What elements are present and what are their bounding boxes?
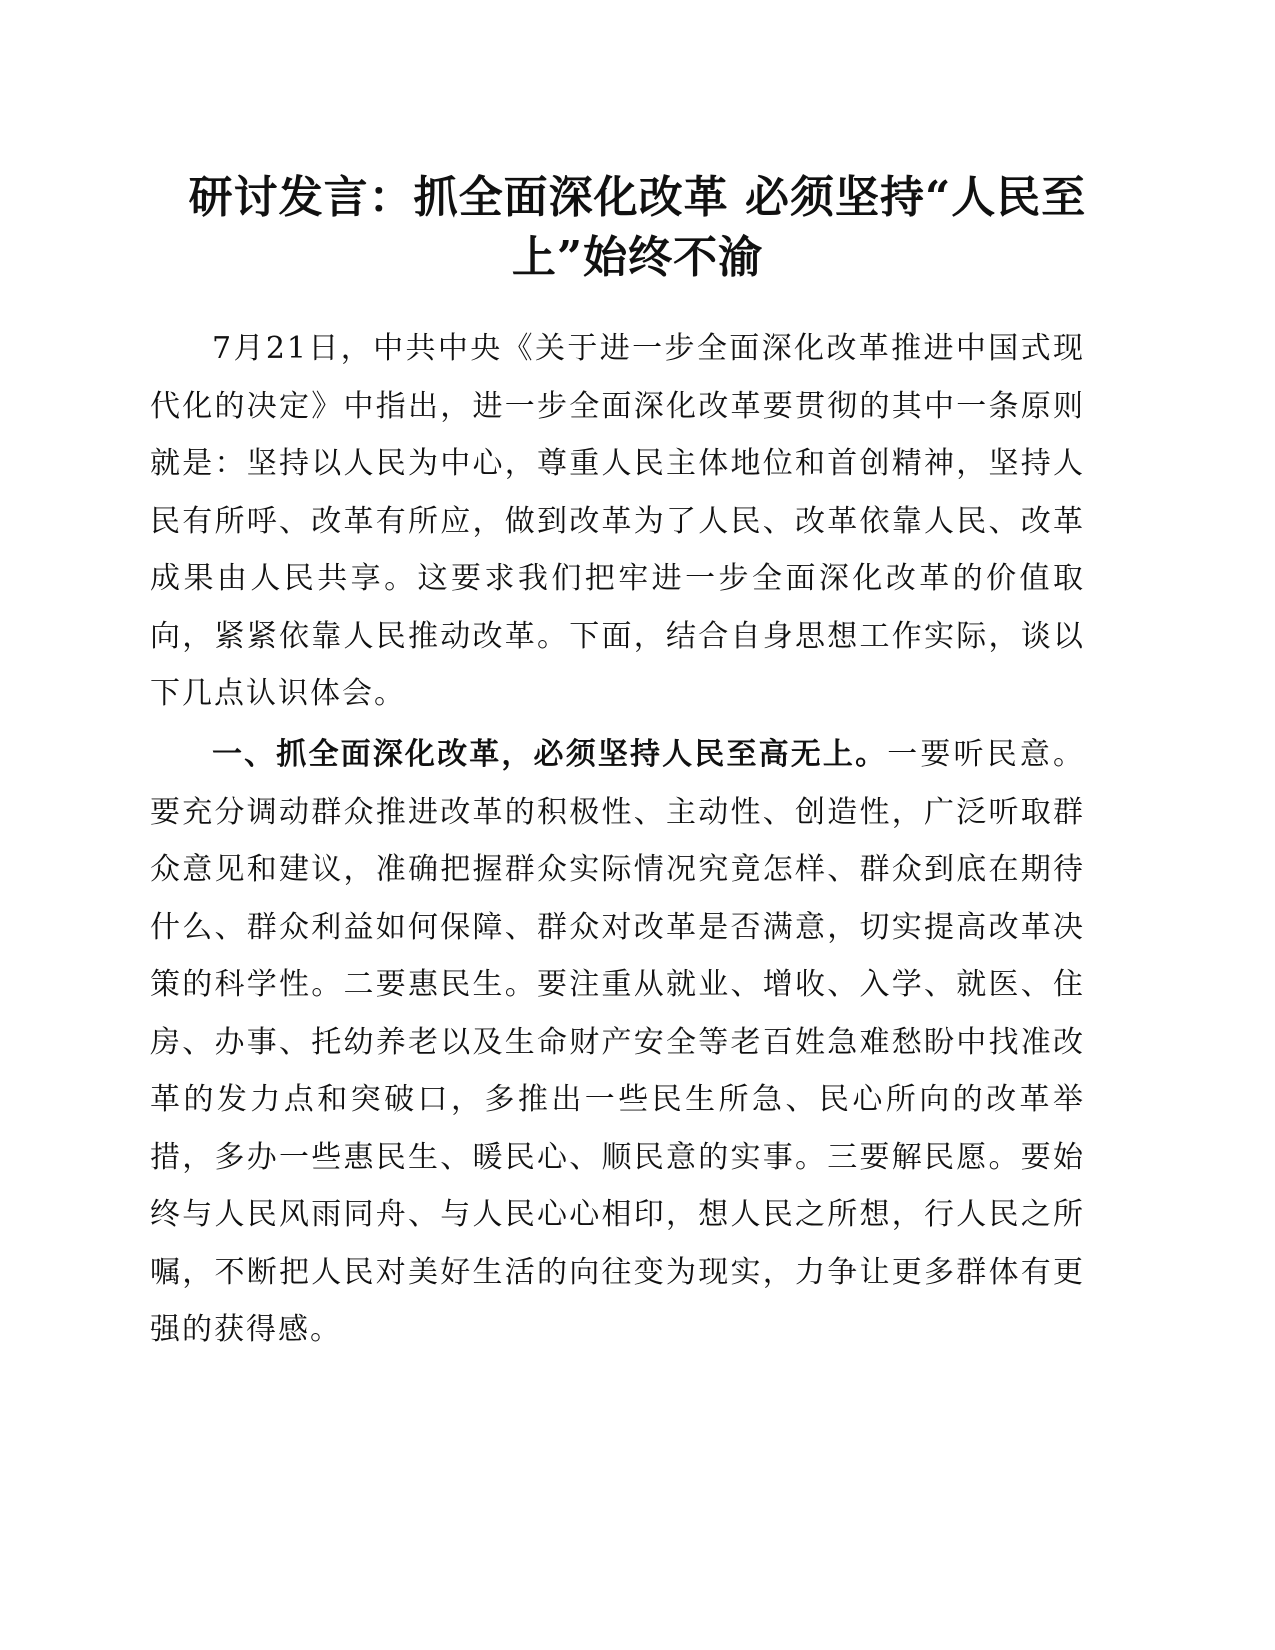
paragraph-section-one: [150, 726, 1085, 1359]
paragraph-intro-text: 7月21日，中共中央《关于进一步全面深化改革推进中国式现代化的决定》中指出，进一步全面深化改革要贯彻的其中一条原则就是：坚持以人民为中心，尊重人民主体地位和首创精神，坚持人民有所呼、改革有所应，做到改革为了人民、改革依靠人民、改革成果由人民共享。这要求我们把牢进一步全面深化改革的价值取向，紧紧依靠人民推动改革。下面，结合自身思想工作实际，谈以下几点认识体会。: [150, 331, 1085, 711]
section-one-heading: 一、抓全面深化改革，必须坚持人民至高无上。: [212, 737, 888, 772]
document-title: 研讨发言：抓全面深化改革 必须坚持“人民至上”始终不渝: [188, 172, 1087, 283]
section-one-text: 一要听民意。要充分调动群众推进改革的积极性、主动性、创造性，广泛听取群众意见和建议，准确把握群众实际情况究竟怎样、群众到底在期待什么、群众利益如何保障、群众对改革是否满意，切实提高改革决策的科学性。二要惠民生。要注重从就业、增收、入学、就医、住房、办事、托幼养老以及生命财产安全等老百姓急难愁盼中找准改革的发力点和突破口，多推出一些民生所急、民心所向的改革举措，多办一些惠民生、暖民心、顺民意的实事。三要解民愿。要始终与人民风雨同舟、与人民心心相印，想人民之所想，行人民之所嘱，不断把人民对美好生活的向往变为现实，力争让更多群体有更强的获得感。: [150, 737, 1086, 1347]
paragraph-intro: [150, 320, 1085, 723]
